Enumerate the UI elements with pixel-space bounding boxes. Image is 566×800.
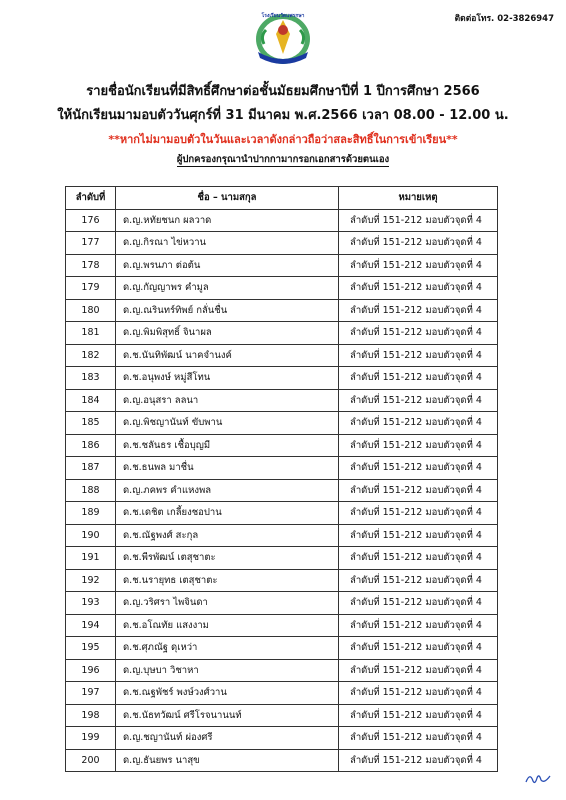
table-row <box>66 322 498 345</box>
row-note: ลำดับที่ 151-212 มอบตัวจุดที่ 4 <box>339 367 498 390</box>
table-row <box>66 367 498 390</box>
row-number: 198 <box>66 704 116 727</box>
table-row <box>66 592 498 615</box>
table-row <box>66 704 498 727</box>
student-name: ด.ช.นันทิพัฒน์ นาคจำนงค์ <box>116 344 339 367</box>
guardian-note-text: ผู้ปกครองกรุณานำปากกามากรอกเอกสารด้วยตนเอง <box>176 154 390 165</box>
student-name: ด.ญ.กิรณา ไข่หวาน <box>116 232 339 255</box>
student-name: ด.ช.ณัฐพงศ์ สะกุล <box>116 524 339 547</box>
signature-mark <box>524 770 552 786</box>
row-note: ลำดับที่ 151-212 มอบตัวจุดที่ 4 <box>339 389 498 412</box>
row-note: ลำดับที่ 151-212 มอบตัวจุดที่ 4 <box>339 434 498 457</box>
table-row <box>66 637 498 660</box>
student-name: ด.ญ.อนุสรา ลลนา <box>116 389 339 412</box>
table-row <box>66 232 498 255</box>
guardian-note <box>0 152 566 167</box>
row-number: 192 <box>66 569 116 592</box>
table-row <box>66 434 498 457</box>
table-header-row <box>66 187 498 210</box>
row-number: 188 <box>66 479 116 502</box>
table-row <box>66 524 498 547</box>
row-number: 179 <box>66 277 116 300</box>
row-note: ลำดับที่ 151-212 มอบตัวจุดที่ 4 <box>339 592 498 615</box>
row-number: 183 <box>66 367 116 390</box>
header-name: ชื่อ – นามสกุล <box>116 187 339 210</box>
warning-notice: **หากไม่มามอบตัวในวันและเวลาดังกล่าวถือว่าสละสิทธิ์ในการเข้าเรียน** <box>108 133 458 146</box>
student-name: ด.ช.ณฐพัชร์ พงษ์วงศ์วาน <box>116 682 339 705</box>
report-instruction: ให้นักเรียนมามอบตัววันศุกร์ที่ 31 มีนาคม พ.ศ.2566 เวลา 08.00 - 12.00 น. <box>57 108 509 123</box>
student-name: ด.ช.พีรพัฒน์ เตสุชาตะ <box>116 547 339 570</box>
row-number: 186 <box>66 434 116 457</box>
header-no: ลำดับที่ <box>66 187 116 210</box>
row-number: 196 <box>66 659 116 682</box>
row-note: ลำดับที่ 151-212 มอบตัวจุดที่ 4 <box>339 322 498 345</box>
student-name: ด.ญ.ธันยพร นาสุข <box>116 749 339 772</box>
row-note: ลำดับที่ 151-212 มอบตัวจุดที่ 4 <box>339 344 498 367</box>
student-name: ด.ช.เดชิต เกลี้ยงชอปาน <box>116 502 339 525</box>
row-number: 185 <box>66 412 116 435</box>
table-row <box>66 254 498 277</box>
student-name: ด.ญ.พรนภา ต่อต้น <box>116 254 339 277</box>
row-number: 178 <box>66 254 116 277</box>
row-note: ลำดับที่ 151-212 มอบตัวจุดที่ 4 <box>339 682 498 705</box>
row-note: ลำดับที่ 151-212 มอบตัวจุดที่ 4 <box>339 547 498 570</box>
student-list-table <box>65 186 498 772</box>
row-note: ลำดับที่ 151-212 มอบตัวจุดที่ 4 <box>339 502 498 525</box>
student-name: ด.ญ.ภคพร คำแหงพล <box>116 479 339 502</box>
row-note: ลำดับที่ 151-212 มอบตัวจุดที่ 4 <box>339 412 498 435</box>
row-note: ลำดับที่ 151-212 มอบตัวจุดที่ 4 <box>339 727 498 750</box>
row-number: 194 <box>66 614 116 637</box>
row-number: 181 <box>66 322 116 345</box>
row-number: 199 <box>66 727 116 750</box>
row-number: 195 <box>66 637 116 660</box>
row-note: ลำดับที่ 151-212 มอบตัวจุดที่ 4 <box>339 254 498 277</box>
table-row <box>66 457 498 480</box>
table-row <box>66 614 498 637</box>
row-note: ลำดับที่ 151-212 มอบตัวจุดที่ 4 <box>339 704 498 727</box>
student-name: ด.ญ.ณรินทร์ทิพย์ กลั่นชื่น <box>116 299 339 322</box>
table-row <box>66 502 498 525</box>
table-row <box>66 479 498 502</box>
header-note: หมายเหตุ <box>339 187 498 210</box>
student-name: ด.ญ.กัญญาพร คำมูล <box>116 277 339 300</box>
student-name: ด.ช.ธนพล มาชื่น <box>116 457 339 480</box>
row-number: 189 <box>66 502 116 525</box>
row-number: 193 <box>66 592 116 615</box>
row-number: 182 <box>66 344 116 367</box>
logo-caption: โรงเรียนวัดแพรกษา <box>261 13 305 19</box>
row-number: 190 <box>66 524 116 547</box>
row-note: ลำดับที่ 151-212 มอบตัวจุดที่ 4 <box>339 659 498 682</box>
row-note: ลำดับที่ 151-212 มอบตัวจุดที่ 4 <box>339 479 498 502</box>
row-number: 191 <box>66 547 116 570</box>
row-note: ลำดับที่ 151-212 มอบตัวจุดที่ 4 <box>339 524 498 547</box>
student-name: ด.ช.นัธทวัฒน์ ศรีโรจนานนท์ <box>116 704 339 727</box>
student-name: ด.ช.ชลันธร เชื้อบุญมี <box>116 434 339 457</box>
row-note: ลำดับที่ 151-212 มอบตัวจุดที่ 4 <box>339 232 498 255</box>
row-number: 184 <box>66 389 116 412</box>
student-name: ด.ญ.หทัยชนก ผลวาด <box>116 209 339 232</box>
table-row <box>66 412 498 435</box>
table-row <box>66 299 498 322</box>
student-name: ด.ญ.วริศรา ไพจินดา <box>116 592 339 615</box>
row-note: ลำดับที่ 151-212 มอบตัวจุดที่ 4 <box>339 749 498 772</box>
row-note: ลำดับที่ 151-212 มอบตัวจุดที่ 4 <box>339 614 498 637</box>
table-row <box>66 547 498 570</box>
table-row <box>66 749 498 772</box>
table-row <box>66 209 498 232</box>
student-name: ด.ช.อโณทัย แสงงาม <box>116 614 339 637</box>
table-row <box>66 389 498 412</box>
row-number: 180 <box>66 299 116 322</box>
table-row <box>66 569 498 592</box>
student-name: ด.ญ.บุษบา วิชาหา <box>116 659 339 682</box>
student-name: ด.ญ.พิมพิสุทธิ์ จินาผล <box>116 322 339 345</box>
row-note: ลำดับที่ 151-212 มอบตัวจุดที่ 4 <box>339 277 498 300</box>
table-row <box>66 344 498 367</box>
table-row <box>66 659 498 682</box>
row-number: 187 <box>66 457 116 480</box>
table-row <box>66 727 498 750</box>
row-number: 200 <box>66 749 116 772</box>
student-name: ด.ช.ศุภณัฐ ดุเหว่า <box>116 637 339 660</box>
table-row <box>66 682 498 705</box>
row-note: ลำดับที่ 151-212 มอบตัวจุดที่ 4 <box>339 457 498 480</box>
student-name: ด.ช.อนุพงษ์ หมู่สีโทน <box>116 367 339 390</box>
row-note: ลำดับที่ 151-212 มอบตัวจุดที่ 4 <box>339 299 498 322</box>
student-name: ด.ญ.พิชญานันท์ ขับพาน <box>116 412 339 435</box>
contact-phone: ติดต่อโทร. 02-3826947 <box>454 14 554 24</box>
student-name: ด.ญ.ชญานันท์ ผ่องศรี <box>116 727 339 750</box>
row-number: 177 <box>66 232 116 255</box>
page-title: รายชื่อนักเรียนที่มีสิทธิ์ศึกษาต่อชั้นมัธยมศึกษาปีที่ 1 ปีการศึกษา 2566 <box>86 84 480 99</box>
row-number: 176 <box>66 209 116 232</box>
table-row <box>66 277 498 300</box>
student-name: ด.ช.นรายุทธ เตสุชาตะ <box>116 569 339 592</box>
row-note: ลำดับที่ 151-212 มอบตัวจุดที่ 4 <box>339 637 498 660</box>
row-number: 197 <box>66 682 116 705</box>
row-note: ลำดับที่ 151-212 มอบตัวจุดที่ 4 <box>339 569 498 592</box>
row-note: ลำดับที่ 151-212 มอบตัวจุดที่ 4 <box>339 209 498 232</box>
